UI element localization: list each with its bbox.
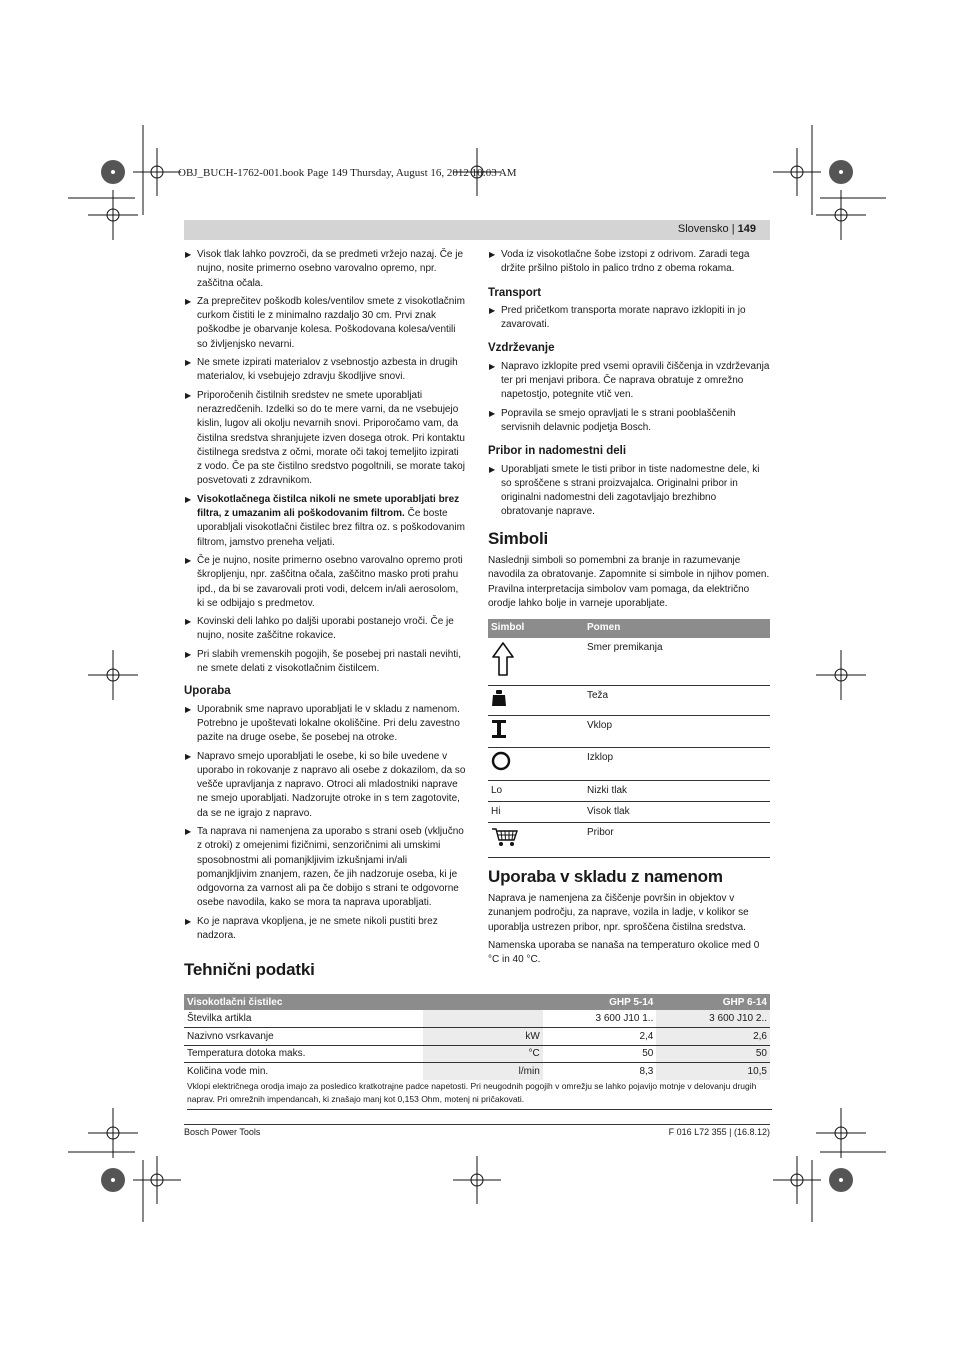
column-header: [483, 994, 543, 1010]
vzdrzevanje-heading: Vzdrževanje: [488, 342, 555, 355]
list-item: ▶ Kovinski deli lahko po daljši uporabi postanejo vroči. Če je nujno, nosite zaščitne rokavice.: [185, 616, 454, 642]
value-cell: 2,6: [656, 1028, 770, 1046]
tech-note: Vklopi električnega orodja imajo za posledico kratkotrajne padce napetosti. Pri neugodnih pogojih v omrežju se lahko pojavijo motnje v delovanju drugih naprav. Pri omrežnih impendancah, ki znašajo manj kot 0,153 Ohm, motenj ni pričakovati.: [187, 1080, 772, 1110]
page-header: [184, 220, 770, 240]
column-header: GHP 5-14: [543, 994, 657, 1010]
list-item: ▶ Ta naprava ni namenjena za uporabo s strani oseb (vključno z otroki) z omejenimi fizičnimi, senzoričnimi ali umskimi sposobnostmi ali pomanjkljivim izkušnjami in/ali pomanjkljivim znanjem, razen, če jih nadzoruje oseba, ki je odgovorna za varnost ali pa če dobijo s strani te odgovorne osebe navodila, kako se mora ta naprava uporabljati.: [185, 825, 464, 909]
header-separator: |: [731, 223, 738, 235]
gray-spacer: [423, 1028, 483, 1046]
bullet-arrow-icon: ▶: [489, 408, 496, 418]
symbol-cell: [488, 638, 584, 686]
symbol-cell: [488, 748, 584, 780]
meaning-cell: Vklop: [584, 716, 770, 748]
bullet-arrow-icon: ▶: [185, 826, 192, 836]
book-file-line: OBJ_BUCH-1762-001.book Page 149 Thursday, August 16, 2012 10:03 AM: [178, 167, 517, 179]
list-item: ▶ Voda iz visokotlačne šobe izstopi z odrivom. Zaradi tega držite pršilno pištolo in palico trdno z obema rokama.: [489, 249, 750, 275]
bullet-arrow-icon: ▶: [185, 494, 192, 504]
header-text: [678, 223, 756, 235]
bullet-arrow-icon: ▶: [489, 305, 496, 315]
namen-heading: Uporaba v skladu z namenom: [488, 866, 723, 886]
unit-cell: l/min: [483, 1063, 543, 1081]
table-row: [488, 802, 770, 823]
list-item: ▶ Napravo izklopite pred vsemi opravili čiščenja in vzdrževanja ter pri menjavi pribora. Če naprava obratuje z omrežno napetostjo, potegnite vtič ven.: [489, 360, 770, 401]
list-item: ▶ Pri slabih vremenskih pogojih, še posebej pri nastali nevihti, ne smete delati z visokotlačnim čistilcem.: [185, 648, 462, 675]
list-item: ▶ Popravila se smejo opravljati le s strani pooblaščenih servisnih delavnic podjetja Bosch.: [489, 407, 736, 433]
tech-table: [184, 994, 770, 1080]
table-header-row: [184, 994, 770, 1010]
simboli-heading: Simboli: [488, 528, 548, 548]
switch-off-icon: [491, 751, 511, 771]
list-item: ▶ Ne smete izpirati materialov z vsebnostjo azbesta in drugih materialov, ki vsebujejo zdravju škodljive snovi.: [185, 357, 458, 383]
value-cell: 8,3: [639, 1066, 654, 1077]
table-row: [488, 685, 770, 715]
table-row: [184, 1045, 770, 1063]
table-row: [488, 823, 770, 857]
meaning-cell: Teža: [584, 685, 770, 715]
list-item: ▶ Napravo smejo uporabljati le osebe, ki so bile uvedene v uporabo in rokovanje z napravo ali osebe z dokazilom, da so vešče upravljanja z napravo. Otroci ali mladostniki naprave ne smejo uporabljati. Nadzorujte otroke in s tem zagotovite, da se ne igrajo z napravo.: [185, 750, 466, 819]
bullet-arrow-icon: ▶: [185, 555, 192, 565]
value-cell: 10,5: [656, 1063, 770, 1081]
meaning-cell: Visok tlak: [584, 802, 770, 823]
bullet-arrow-icon: ▶: [185, 704, 192, 714]
row-label: Nazivno vsrkavanje: [184, 1028, 423, 1046]
row-label: Temperatura dotoka maks.: [184, 1045, 423, 1063]
direction-arrow-icon: [491, 641, 515, 677]
bullet-arrow-icon: ▶: [185, 250, 192, 259]
symbol-cell: Hi: [488, 802, 584, 823]
symbol-cell: Lo: [488, 780, 584, 801]
table-row: [488, 748, 770, 780]
weight-icon: [491, 689, 507, 707]
pribor-heading: Pribor in nadomestni deli: [488, 445, 627, 458]
unit-cell: [483, 1010, 543, 1028]
list-item: ▶ Pred pričetkom transporta morate napravo izklopiti in jo zavarovati.: [489, 304, 746, 331]
symbol-table: [488, 619, 770, 857]
switch-on-icon: [491, 719, 507, 739]
footer-brand: Bosch Power Tools: [184, 1127, 261, 1137]
bullet-arrow-icon: ▶: [489, 250, 496, 259]
paragraph: Namenska uporaba se nanaša na temperaturo okolice med 0 °C in 40 °C.: [488, 939, 760, 966]
meaning-cell: Izklop: [584, 748, 770, 780]
table-row: [488, 638, 770, 686]
list-item: ▶ Uporabnik sme napravo uporabljati le v skladu z namenom. Potrebno je upoštevati lokalne okoliščine. Pri delu zavestno pazite na druge osebe, še posebej na otroke.: [185, 703, 460, 744]
footer-doc-id: F 016 L72 355 | (16.8.12): [668, 1127, 770, 1137]
bullet-arrow-icon: ▶: [185, 358, 192, 368]
value-cell: 50: [543, 1045, 657, 1063]
table-row: [184, 1010, 770, 1028]
bullet-arrow-icon: ▶: [185, 617, 192, 627]
meaning-cell: Nizki tlak: [584, 780, 770, 801]
left-column: [184, 248, 466, 947]
paragraph: Naprava je namenjena za čiščenje površin in objektov v zunanjem področju, za naprave, vozila in ladje, v kolikor se uporablja ustrezen pribor, npr. sproščena čistilna sredstva.: [488, 892, 749, 933]
column-header: Visokotlačni čistilec: [184, 994, 483, 1010]
bullet-arrow-icon: ▶: [489, 361, 496, 371]
column-header: GHP 6-14: [656, 994, 770, 1010]
header-language: Slovensko: [677, 223, 729, 235]
list-item: ▶ Uporabljati smete le tisti pribor in tiste nadomestne dele, ki so sproščene s strani proizvajalca. Originalni pribor in originalni nadomestni deli zagotavljajo brezhibno obratovanje naprave.: [489, 463, 760, 518]
meaning-cell: Pribor: [584, 823, 770, 857]
table-row: [488, 716, 770, 748]
row-label: Številka artikla: [184, 1010, 423, 1028]
meaning-cell: Smer premikanja: [584, 638, 770, 686]
symbol-cell: [488, 685, 584, 715]
tech-heading: Tehnični podatki: [184, 960, 315, 979]
bullet-arrow-icon: ▶: [185, 296, 192, 306]
unit-cell: kW: [483, 1028, 543, 1046]
column-header: Pomen: [584, 619, 770, 637]
bold-warning: Visokotlačnega čistilca nikoli ne smete uporabljati brez filtra, z umazanim ali poškodovanim filtrom.: [197, 493, 460, 520]
value-cell: 3 600 J10 1..: [543, 1010, 657, 1028]
symbol-cell: [488, 716, 584, 748]
column-header: Simbol: [488, 619, 584, 637]
transport-heading: Transport: [488, 286, 542, 299]
table-header-row: [488, 619, 770, 637]
page-number: 149: [737, 223, 756, 235]
accessories-cart-icon: [491, 826, 519, 848]
bullet-arrow-icon: ▶: [185, 916, 192, 926]
footer-rule: [184, 1124, 770, 1125]
table-row: [184, 1028, 770, 1046]
table-row: [488, 780, 770, 801]
list-item: ▶ Visokotlačnega čistilca nikoli ne smete uporabljati brez filtra, z umazanim ali poškodovanim filtrom. Če boste uporabljali visokotlačni čistilec brez filtra oz. s poškodovanim filtrom, jamstvo preneha veljati.: [185, 493, 465, 548]
unit-cell: °C: [483, 1045, 543, 1063]
bullet-arrow-icon: ▶: [185, 649, 192, 659]
table-row: [184, 1063, 770, 1081]
list-item: ▶ Za preprečitev poškodb koles/ventilov smete z visokotlačnim curkom čistiti le z minimalno razdaljo 30 cm. Prvi znak poškodbe je obarvanje kolesa. Poškodovana kolesa/ventili so življenjsko nevarni.: [185, 295, 465, 350]
symbol-cell: [488, 823, 584, 857]
simboli-intro: Naslednji simboli so pomembni za branje in razumevanje navodila za obratovanje. Zapomnite si simbole in njihov pomen. Pravilna interpretacija simbolov vam pomaga, da električno orodje lahko bolje in varneje uporabljate.: [488, 555, 770, 609]
gray-spacer: [423, 1045, 483, 1063]
gray-spacer: [423, 1010, 483, 1028]
row-label: Količina vode min.: [187, 1066, 269, 1077]
list-item: ▶ Ko je naprava vkopljena, je ne smete nikoli pustiti brez nadzora.: [185, 915, 438, 942]
right-column: [488, 248, 770, 971]
bullet-arrow-icon: ▶: [185, 751, 192, 761]
uporaba-heading: Uporaba: [184, 685, 231, 698]
list-item: ▶ Če je nujno, nosite primerno osebno varovalno opremo proti škropljenju, npr. zaščitna očala, zaščitno masko proti prahu ipd., da bi se zavarovali proti vodi, delcem in/ali aerosolom, ki se odbijajo s predmetov.: [185, 554, 463, 609]
value-cell: 3 600 J10 2..: [656, 1010, 770, 1028]
list-item: ▶ Visok tlak lahko povzroči, da se predmeti vržejo nazaj. Če je nujno, nosite primerno osebno varovalno opremo, npr. zaščitna očala.: [185, 249, 464, 289]
value-cell: 50: [656, 1045, 770, 1063]
bullet-arrow-icon: ▶: [489, 464, 496, 474]
value-cell: 2,4: [543, 1028, 657, 1046]
list-item: ▶ Priporočenih čistilnih sredstev ne smete uporabljati nerazredčenih. Izdelki so do te mere varni, da ne vsebujejo kislin, lugov ali okolju nevarnih snovi. Priporočamo vam, da čistilna sredstva shranjujete izven dosega otrok. Pri kontaktu čistilnega sredstva z očmi, morate oči takoj temeljito izpirati z vodo. Če pa ste čistilno sredstvo pogoltnili, se morate takoj posvetovati z zdravnikom.: [185, 389, 465, 487]
bullet-arrow-icon: ▶: [185, 390, 192, 400]
gray-spacer: [423, 1063, 483, 1081]
